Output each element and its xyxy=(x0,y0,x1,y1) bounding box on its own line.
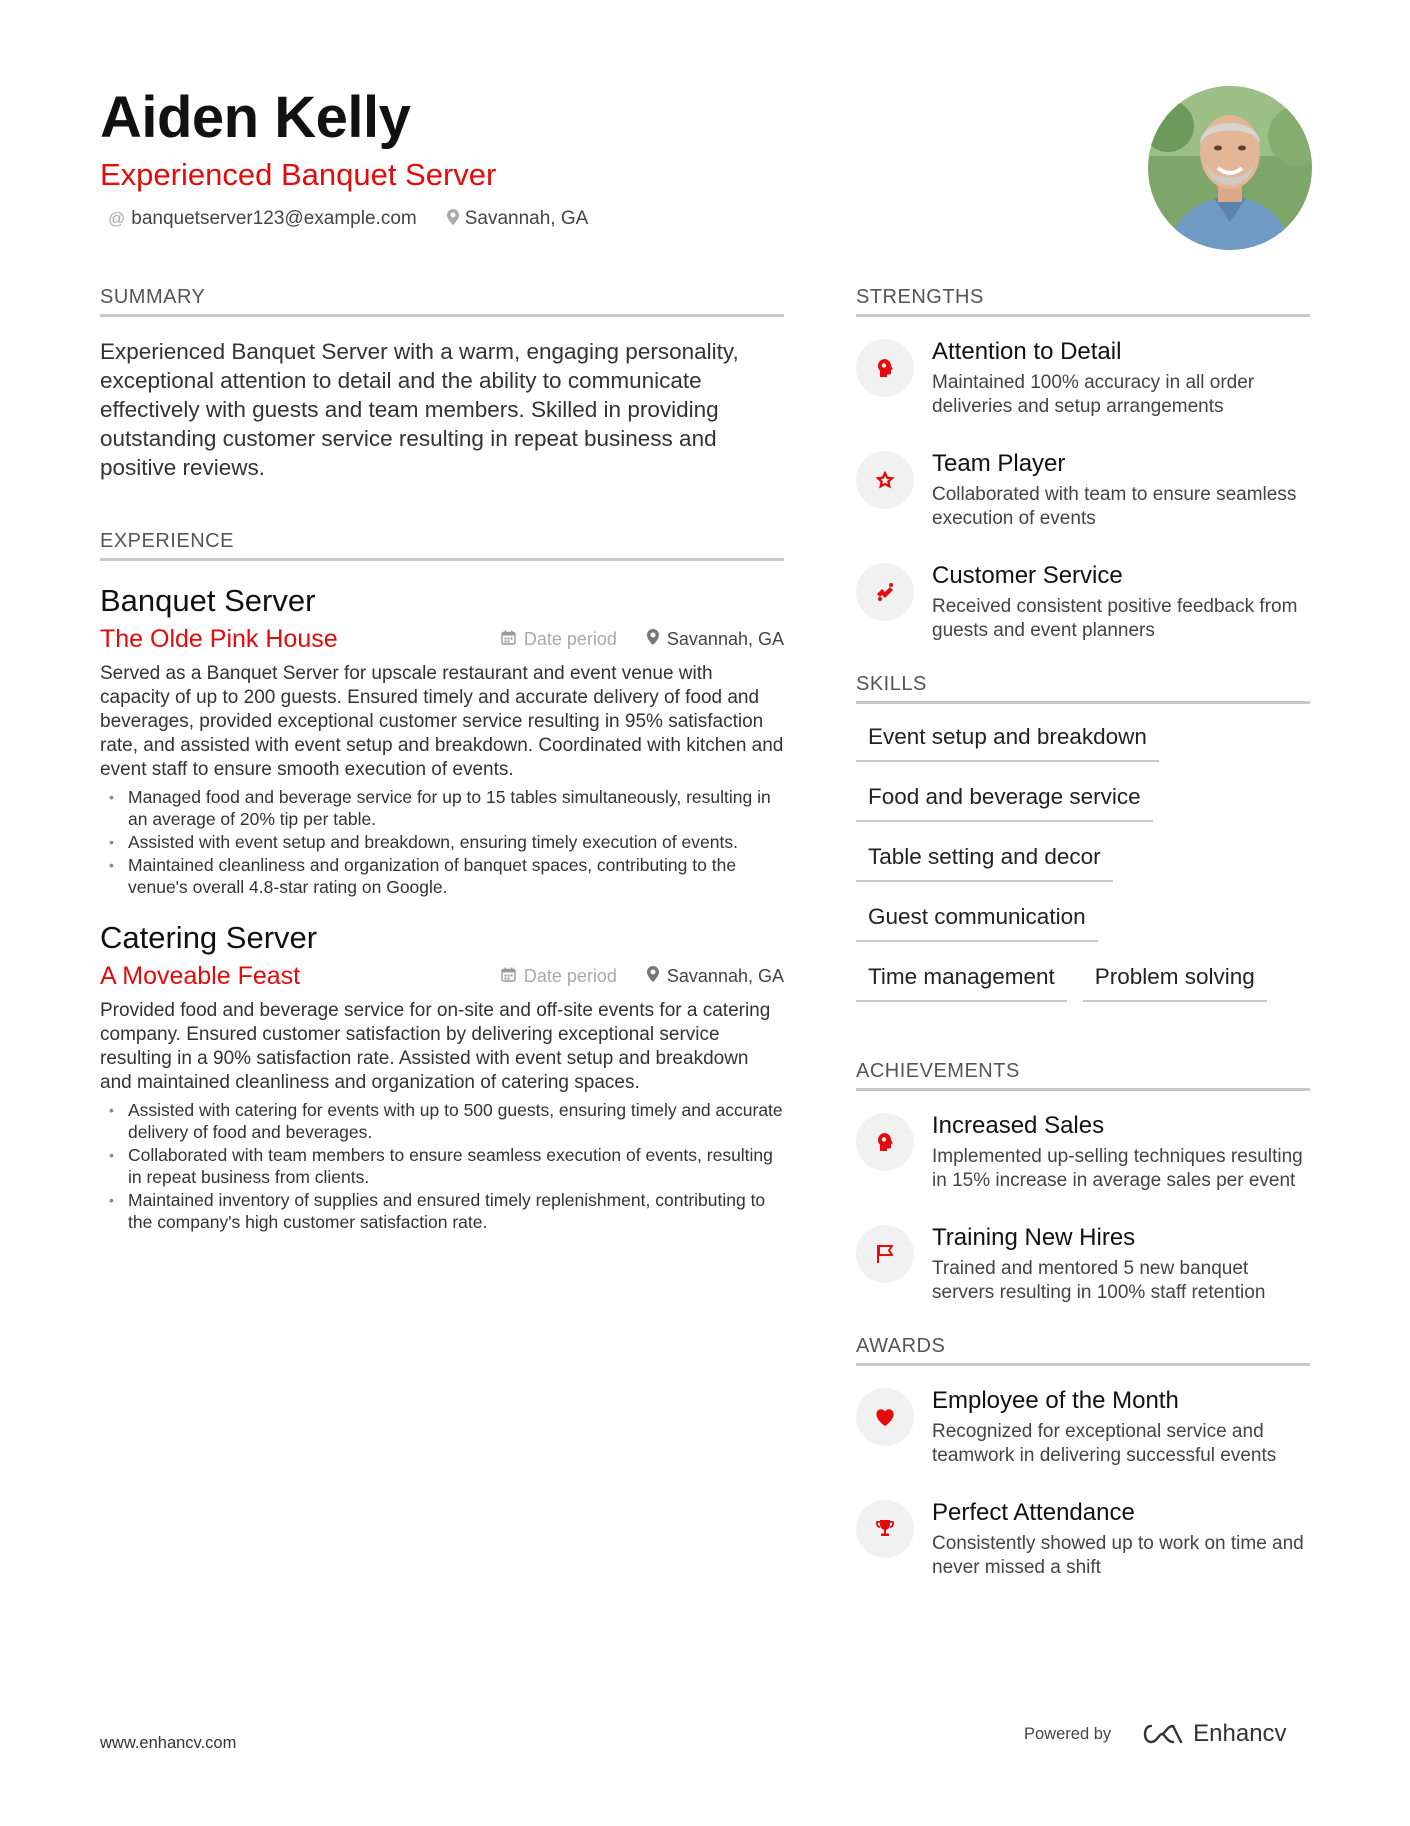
strength-item xyxy=(856,337,1310,419)
job-date xyxy=(501,966,617,987)
job-bullet: • Assisted with catering for events with up to 500 guests, ensuring timely and accurate delivery of food and beverages. xyxy=(100,1099,784,1143)
job-location xyxy=(647,966,784,987)
calendar-icon xyxy=(501,967,516,987)
contact-row xyxy=(100,208,1150,230)
achievements-heading: ACHIEVEMENTS xyxy=(856,1060,1310,1091)
candidate-name: Aiden Kelly xyxy=(100,85,411,150)
job-date-text: Date period xyxy=(523,629,617,649)
job-location xyxy=(647,629,784,650)
summary-heading: SUMMARY xyxy=(100,286,784,317)
awards-heading: AWARDS xyxy=(856,1335,1310,1366)
right-column xyxy=(856,286,1310,1610)
summary-text: Experienced Banquet Server with a warm, engaging personality, exceptional attention to detail and the ability to communicate effectively with guests and team members. Skilled in providing outstanding customer service resulting in repeat business and positive reviews. xyxy=(100,339,739,480)
award-item xyxy=(856,1498,1310,1580)
award-desc: Consistently showed up to work on time and never missed a shift xyxy=(932,1533,1304,1578)
contact-location xyxy=(447,208,589,230)
strength-body xyxy=(932,449,1310,531)
skill-tag: Time management xyxy=(856,962,1067,1002)
strengths-list xyxy=(856,337,1310,643)
experience-heading: EXPERIENCE xyxy=(100,530,784,561)
strength-body xyxy=(932,561,1310,643)
location-text: Savannah, GA xyxy=(464,208,589,229)
skill-tag: Event setup and breakdown xyxy=(856,722,1159,762)
job-bullet: • Assisted with event setup and breakdown, ensuring timely execution of events. xyxy=(100,831,784,853)
skill-tag: Guest communication xyxy=(856,902,1098,942)
strength-item xyxy=(856,561,1310,643)
achievement-desc: Trained and mentored 5 new banquet servers resulting in 100% staff retention xyxy=(932,1258,1266,1303)
award-desc: Recognized for exceptional service and teamwork in delivering successful events xyxy=(932,1421,1277,1466)
head-icon xyxy=(856,339,914,397)
job-role: Banquet Server xyxy=(100,583,316,618)
job-description: Served as a Banquet Server for upscale restaurant and event venue with capacity of up to 200 guests. Ensured timely and accurate delivery of food and beverages, provided exceptional customer service resulting in 95% satisfaction rate, and assisted with event setup and breakdown. Coordinated with kitchen and event staff to ensure smooth execution of events. xyxy=(100,663,784,780)
strengths-section xyxy=(856,286,1310,643)
job-entry xyxy=(100,583,784,898)
strength-desc: Received consistent positive feedback from guests and event planners xyxy=(932,596,1298,641)
strength-desc: Collaborated with team to ensure seamless execution of events xyxy=(932,484,1297,529)
head-icon xyxy=(856,1113,914,1171)
skill-tag: Table setting and decor xyxy=(856,842,1113,882)
job-company: A Moveable Feast xyxy=(100,962,301,990)
job-bullet: • Managed food and beverage service for up to 15 tables simultaneously, resulting in an average of 20% tip per table. xyxy=(100,786,784,830)
brand-logo[interactable] xyxy=(1139,1720,1286,1748)
strength-title: Team Player xyxy=(932,450,1066,477)
skills-list xyxy=(856,722,1310,1022)
job-date xyxy=(501,629,617,650)
brand-name: Enhancv xyxy=(1193,1720,1287,1747)
left-column xyxy=(100,286,784,1234)
achievement-item xyxy=(856,1111,1310,1193)
job-meta xyxy=(501,966,784,987)
achievement-body xyxy=(932,1111,1310,1193)
job-bullet: • Maintained cleanliness and organization of banquet spaces, contributing to the venue's overall 4.8-star rating on Google. xyxy=(100,854,784,898)
powered-by-text: Powered by xyxy=(1024,1724,1112,1743)
job-location-text: Savannah, GA xyxy=(666,966,784,986)
footer-website[interactable]: www.enhancv.com xyxy=(100,1734,237,1752)
skills-heading: SKILLS xyxy=(856,673,1310,704)
location-pin-icon xyxy=(647,966,659,987)
contact-email[interactable] xyxy=(108,208,417,230)
handshake-icon xyxy=(856,563,914,621)
job-bullet: • Collaborated with team members to ensure seamless execution of events, resulting in repeat business from clients. xyxy=(100,1144,784,1188)
strength-title: Customer Service xyxy=(932,562,1123,589)
strength-title: Attention to Detail xyxy=(932,338,1122,365)
job-meta xyxy=(501,629,784,650)
job-description: Provided food and beverage service for on-site and off-site events for a catering company. Ensured customer satisfaction by delivering exceptional service resulting in a 90% satisfaction rate. Assisted with event setup and breakdown and maintained cleanliness and organization of catering spaces. xyxy=(100,1000,771,1093)
job-bullet: • Maintained inventory of supplies and ensured timely replenishment, contributing to the company's high customer satisfaction rate. xyxy=(100,1189,784,1233)
job-company: The Olde Pink House xyxy=(100,625,338,653)
award-title: Perfect Attendance xyxy=(932,1499,1135,1526)
achievement-title: Increased Sales xyxy=(932,1112,1105,1139)
summary-section xyxy=(100,286,784,482)
job-info-row xyxy=(100,625,784,654)
achievement-item xyxy=(856,1223,1310,1305)
achievement-desc: Implemented up-selling techniques resulting in 15% increase in average sales per event xyxy=(932,1146,1303,1191)
at-icon: @ xyxy=(108,209,126,228)
heart-icon xyxy=(856,1388,914,1446)
location-pin-icon xyxy=(647,629,659,650)
enhancv-logo-icon xyxy=(1139,1722,1185,1746)
strengths-heading: STRENGTHS xyxy=(856,286,1310,317)
experience-section xyxy=(100,530,784,1233)
strength-desc: Maintained 100% accuracy in all order deliveries and setup arrangements xyxy=(932,372,1255,417)
skills-section xyxy=(856,673,1310,1022)
job-entry xyxy=(100,920,784,1233)
job-date-text: Date period xyxy=(523,966,617,986)
candidate-title: Experienced Banquet Server xyxy=(100,157,497,192)
job-bullets xyxy=(100,786,784,898)
skill-tag: Food and beverage service xyxy=(856,782,1153,822)
achievement-title: Training New Hires xyxy=(932,1224,1136,1251)
award-body xyxy=(932,1498,1310,1580)
location-pin-icon xyxy=(447,209,459,230)
awards-section xyxy=(856,1335,1310,1580)
resume-header xyxy=(100,84,1150,230)
award-item xyxy=(856,1386,1310,1468)
achievements-list xyxy=(856,1111,1310,1305)
job-role: Catering Server xyxy=(100,920,318,955)
profile-photo xyxy=(1148,86,1312,250)
award-title: Employee of the Month xyxy=(932,1387,1179,1414)
trophy-icon xyxy=(856,1500,914,1558)
star-icon xyxy=(856,451,914,509)
job-bullets xyxy=(100,1099,784,1233)
footer-branding xyxy=(1024,1720,1287,1748)
strength-body xyxy=(932,337,1310,419)
calendar-icon xyxy=(501,630,516,650)
achievement-body xyxy=(932,1223,1310,1305)
award-body xyxy=(932,1386,1310,1468)
flag-icon xyxy=(856,1225,914,1283)
achievements-section xyxy=(856,1060,1310,1305)
skill-tag: Problem solving xyxy=(1083,962,1267,1002)
job-info-row xyxy=(100,962,784,991)
email-text: banquetserver123@example.com xyxy=(131,208,417,229)
job-location-text: Savannah, GA xyxy=(666,629,784,649)
awards-list xyxy=(856,1386,1310,1580)
strength-item xyxy=(856,449,1310,531)
